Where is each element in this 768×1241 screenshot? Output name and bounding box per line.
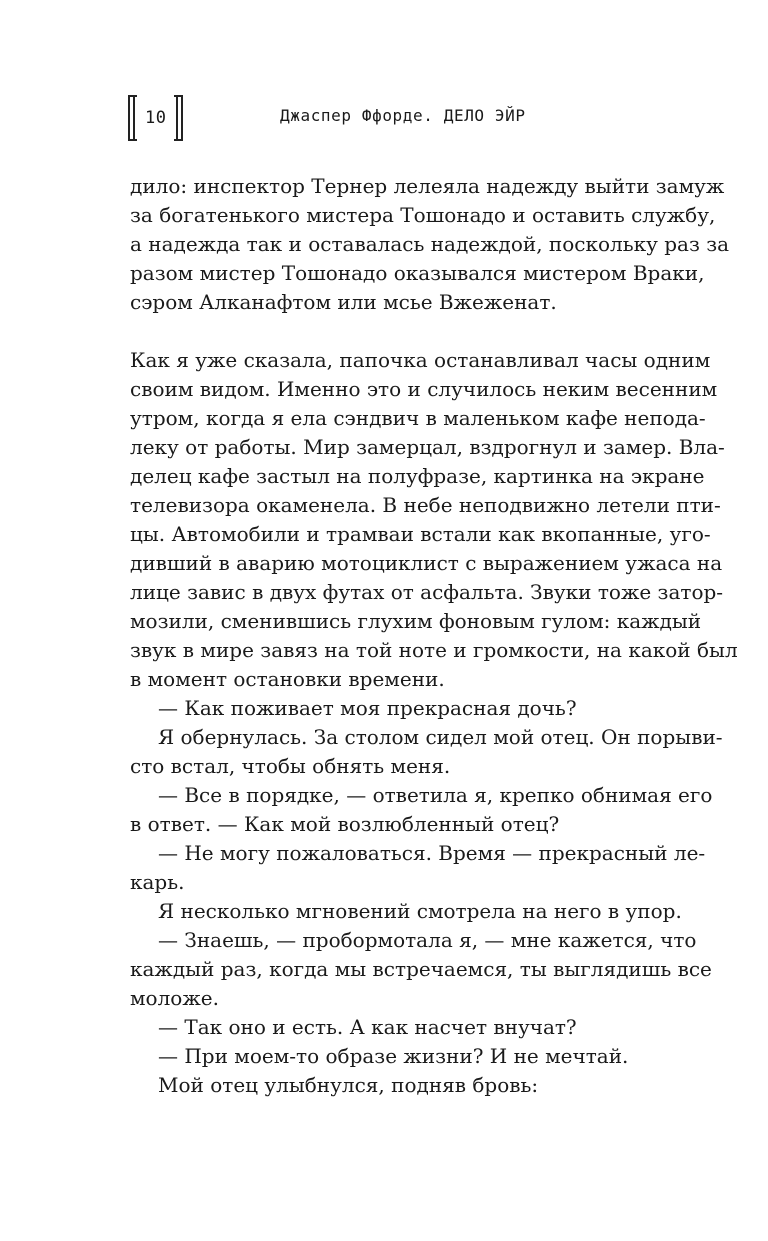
text-line: сто встал, чтобы обнять меня. xyxy=(130,754,451,778)
paragraph-1 xyxy=(130,172,730,317)
right-bracket-icon xyxy=(174,95,183,141)
dialogue-line: — Все в порядке, — ответила я, крепко обнимая его xyxy=(158,783,713,807)
text-line: звук в мире завяз на той ноте и громкости, на какой был xyxy=(130,638,738,662)
dialogue-line: — Не могу пожаловаться. Время — прекрасный ле- xyxy=(158,841,706,865)
page-number: 10 xyxy=(145,108,167,128)
text-line: делец кафе застыл на полуфразе, картинка на экране xyxy=(130,464,705,488)
text-line: цы. Автомобили и трамваи встали как вкопанные, уго- xyxy=(130,522,711,546)
text-line: дивший в аварию мотоциклист с выражением ужаса на xyxy=(130,551,723,575)
text-line: своим видом. Именно это и случилось неким весенним xyxy=(130,377,718,401)
dialogue-line: — Как поживает моя прекрасная дочь? xyxy=(158,696,577,720)
dialogue-line: — При моем-то образе жизни? И не мечтай. xyxy=(158,1044,629,1068)
text-line: карь. xyxy=(130,870,185,894)
text-line: за богатенького мистера Тошонадо и оставить службу, xyxy=(130,203,716,227)
text-line: моложе. xyxy=(130,986,219,1010)
text-line: разом мистер Тошонадо оказывался мистером Враки, xyxy=(130,261,705,285)
text-line: каждый раз, когда мы встречаемся, ты выглядишь все xyxy=(130,957,712,981)
text-line: мозили, сменившись глухим фоновым гулом: каждый xyxy=(130,609,702,633)
text-line: в ответ. — Как мой возлюбленный отец? xyxy=(130,812,560,836)
dialogue-line: — Так оно и есть. А как насчет внучат? xyxy=(158,1015,577,1039)
text-line: утром, когда я ела сэндвич в маленьком кафе непода- xyxy=(130,406,706,430)
text-line: в момент остановки времени. xyxy=(130,667,445,691)
paragraph-2 xyxy=(130,346,738,1100)
running-title: Джаспер Ффорде. ДЕЛО ЭЙР xyxy=(280,106,526,125)
text-line: лице завис в двух футах от асфальта. Звуки тоже затор- xyxy=(130,580,724,604)
left-bracket-icon xyxy=(128,95,137,141)
text-line: Я обернулась. За столом сидел мой отец. Он порыви- xyxy=(158,725,723,749)
text-line: Как я уже сказала, папочка останавливал часы одним xyxy=(130,348,711,372)
text-line: сэром Алканафтом или мсье Вжеженат. xyxy=(130,290,557,314)
page-header xyxy=(128,94,183,142)
text-line: а надежда так и оставалась надеждой, поскольку раз за xyxy=(130,232,730,256)
text-line: телевизора окаменела. В небе неподвижно летели пти- xyxy=(130,493,721,517)
text-line: Я несколько мгновений смотрела на него в упор. xyxy=(158,899,682,923)
text-line: Мой отец улыбнулся, подняв бровь: xyxy=(158,1073,539,1097)
text-line: леку от работы. Мир замерцал, вздрогнул и замер. Вла- xyxy=(130,435,725,459)
text-line: дило: инспектор Тернер лелеяла надежду выйти замуж xyxy=(130,174,725,198)
dialogue-line: — Знаешь, — пробормотала я, — мне кажется, что xyxy=(158,928,697,952)
